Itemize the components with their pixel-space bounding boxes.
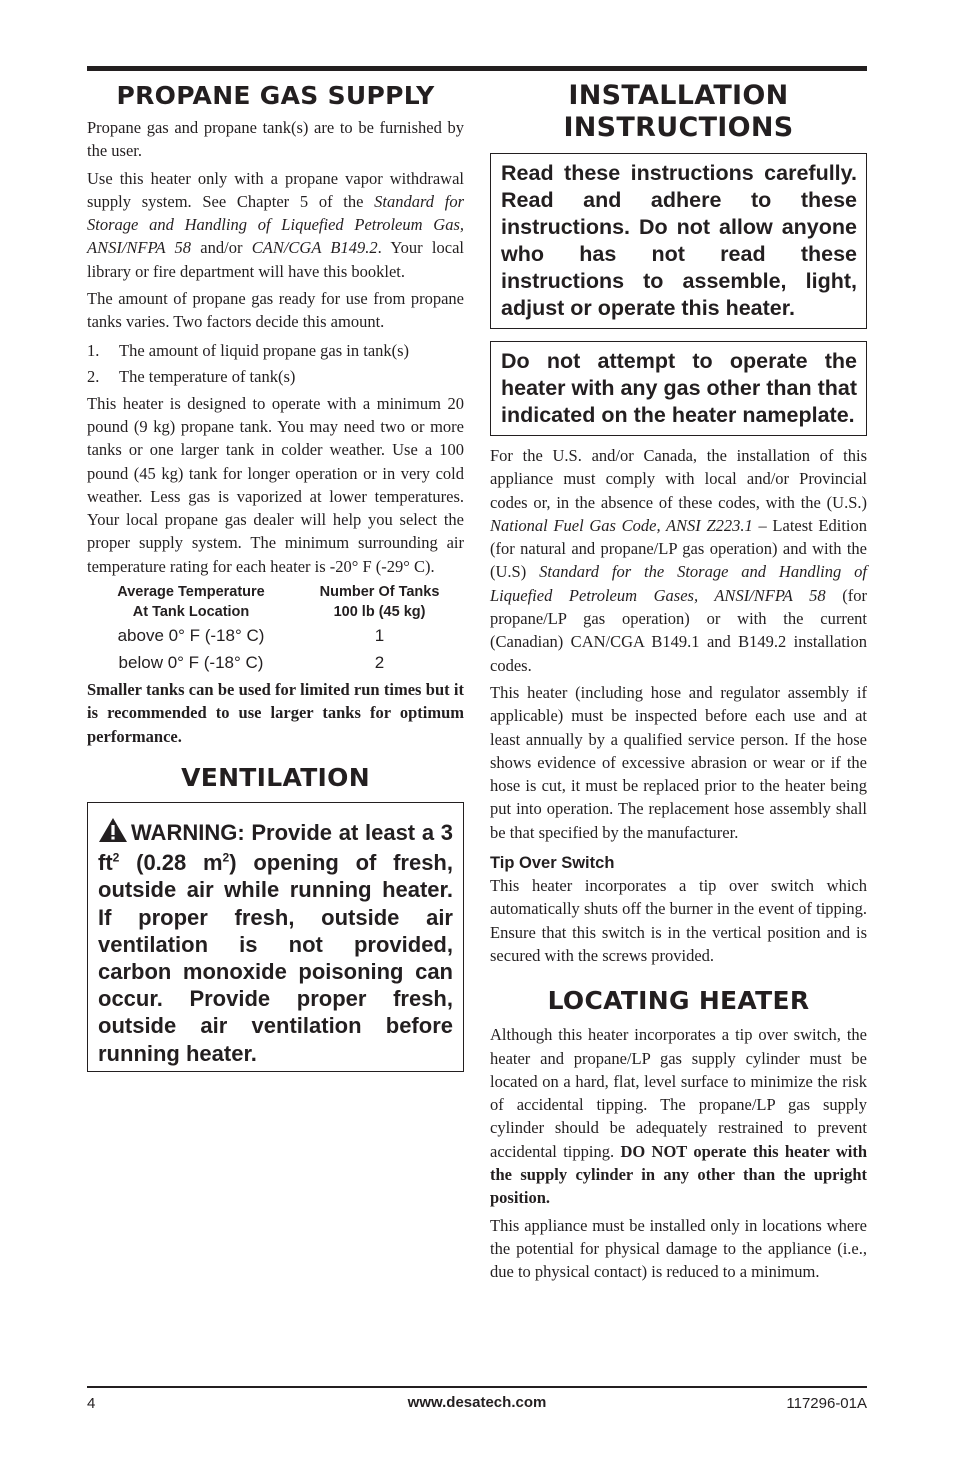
install-p1: For the U.S. and/or Canada, the installation of this appliance must comply with local and/or Provincial codes or, in the absence of these codes, with the (U.S.) National Fuel Gas Code, ANSI Z223.1 – Latest Edition (for natural and propane/LP gas operation) and with the (U.S) Standard for the Storage and Handling of Liquefied Petroleum Gases, ANSI/NFPA 58 (for propane/LP gas operation) or with the current (Canadian) CAN/CGA B149.1 and B149.2 installation codes. [490, 446, 867, 675]
tank-table [87, 582, 464, 676]
locating-p2: This appliance must be installed only in locations where the potential for physical damage to the appliance (i.e., due to physical contact) is reduced to a minimum. [490, 1215, 867, 1282]
install-p2: This heater (including hose and regulator assembly if applicable) must be inspected before each use and at least annually by a qualified service person. If the hose shows evidence of excessive abrasion or wear or if the hose is cut, it must be replaced prior to the heater being put into operation. The replacement hose assembly shall be that specified by the manufacturer. [490, 682, 867, 842]
propane-p2: Use this heater only with a propane vapor withdrawal supply system. See Chapter 5 of the Standard for Storage and Handling of Liquefied Petroleum Gas, ANSI/NFPA 58 and/or CAN/CGA B149.2. Your local library or fire department will have this booklet. [87, 168, 464, 281]
table-row: above 0° F (-18° C) 1 [117, 626, 385, 646]
smaller-tanks-note: Smaller tanks can be used for limited run times but it is recommended to use larger tanks for optimum performance. [87, 680, 464, 746]
tip-over-switch-heading: Tip Over Switch [490, 854, 615, 873]
ventilation-heading: VENTILATION [181, 762, 370, 792]
table-header-tanks: Number Of Tanks 100 lb (45 kg) [319, 584, 440, 621]
warning-triangle-icon [98, 817, 128, 849]
top-rule [87, 66, 867, 71]
ventilation-warning-box: WARNING: Provide at least a 3 $ft^2$ (0.28 $m^2$) opening of fresh, outside air while running heater. If proper fresh, outside air ventilation is not provided, carbon monoxide poisoning can occur. Provide proper fresh, outside air ventilation before running heater. [87, 802, 464, 1072]
right-column [490, 78, 867, 1288]
list-item: 2. The temperature of tank(s) [87, 366, 296, 386]
propane-p3: The amount of propane gas ready for use from propane tanks varies. Two factors decide this amount. [87, 289, 464, 332]
website-link[interactable]: www.desatech.com [407, 1394, 547, 1411]
locating-heater-heading: LOCATING HEATER [547, 986, 810, 1016]
factors-list [87, 338, 464, 390]
footer-rule [87, 1386, 867, 1388]
gas-type-warning-box: Do not attempt to operate the heater with any gas other than that indicated on the heater nameplate. [490, 341, 867, 436]
list-item: 1. The amount of liquid propane gas in tank(s) [87, 340, 410, 360]
tip-over-text: This heater incorporates a tip over switch which automatically shuts off the burner in the event of tipping. Ensure that this switch is in the vertical position and is secured with the screws provided. [490, 876, 867, 965]
locating-p1: Although this heater incorporates a tip over switch, the heater and propane/LP gas supply cylinder must be located on a hard, flat, level surface to minimize the risk of accidental tipping. The propane/LP gas supply cylinder should be adequately restrained to prevent accidental tipping. DO NOT operate this heater with the supply cylinder in any other than the upright position. [490, 1025, 867, 1208]
propane-p1: Propane gas and propane tank(s) are to be furnished by the user. [87, 118, 464, 161]
propane-gas-supply-heading: PROPANE GAS SUPPLY [116, 81, 435, 110]
table-row: below 0° F (-18° C) 2 [118, 653, 385, 673]
document-number: 117296-01A [786, 1395, 867, 1412]
table-header-temperature: Average Temperature At Tank Location [117, 584, 265, 621]
propane-p4: This heater is designed to operate with a minimum 20 pound (9 kg) propane tank. You may need two or more tanks or one larger tank in colder weather. Use a 100 pound (45 kg) tank for longer operation or in very cold weather. Less gas is vaporized at lower temperatures. Your local propane gas dealer will help you select the proper supply system. The minimum surrounding air temperature rating for each heater is -20° F (-29° C). [87, 393, 464, 576]
page-number: 4 [87, 1395, 96, 1412]
read-instructions-box: Read these instructions carefully. Read and adhere to these instructions. Do not allow anyone who has not read these instructions to assemble, light, adjust or operate this heater. [490, 153, 867, 329]
left-column [87, 78, 464, 1072]
installation-instructions-heading: INSTALLATION INSTRUCTIONS [563, 80, 794, 143]
